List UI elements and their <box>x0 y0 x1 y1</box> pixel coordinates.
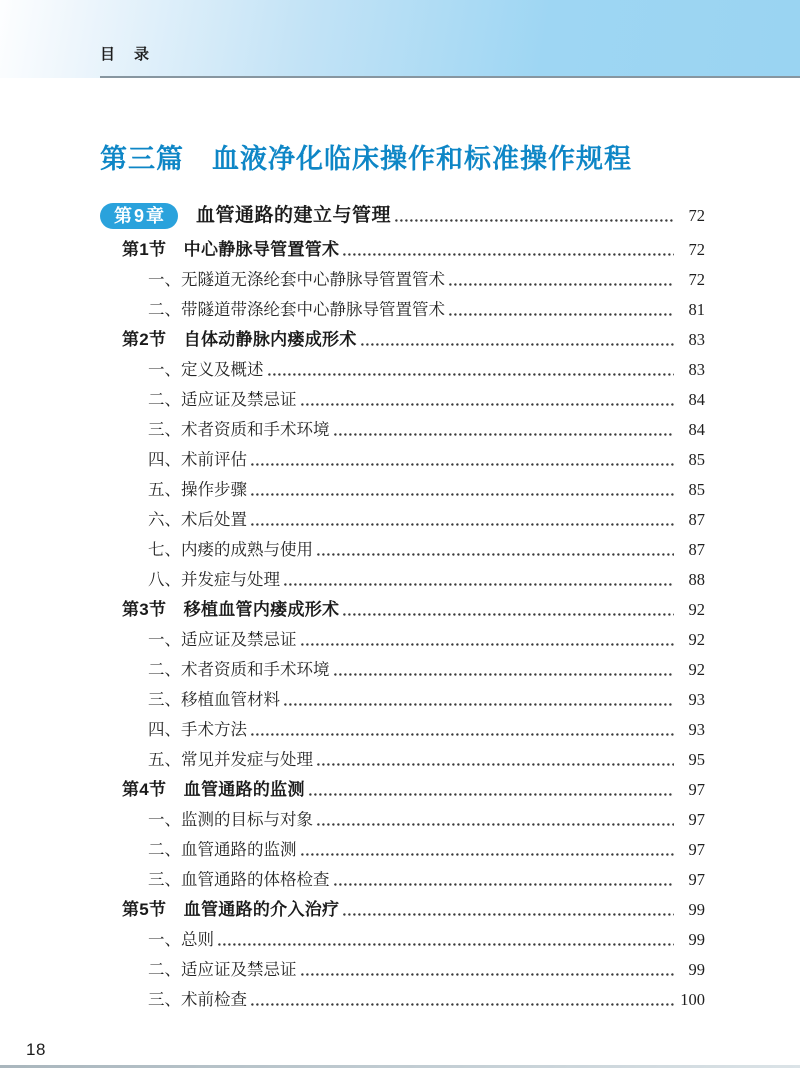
toc-entry <box>100 805 705 835</box>
toc-entry <box>100 955 705 985</box>
toc-entry-label: 三、血管通路的体格检查 <box>148 870 330 889</box>
toc-entry-label: 第2节 自体动静脉内瘘成形术 <box>122 330 357 349</box>
toc-entry-page-number: 81 <box>688 300 705 319</box>
toc-entry-page-number: 97 <box>688 780 705 799</box>
toc-entry-label: 五、操作步骤 <box>148 480 247 499</box>
dot-leader <box>268 373 675 376</box>
dot-leader <box>301 853 675 856</box>
toc-entry <box>100 445 705 475</box>
dot-leader <box>343 253 674 256</box>
toc-entry-label: 一、总则 <box>148 930 214 949</box>
toc-entry <box>100 505 705 535</box>
toc-entry <box>100 865 705 895</box>
toc-entry-page-number: 92 <box>688 600 705 619</box>
dot-leader <box>317 823 674 826</box>
chapter-title: 血管通路的建立与管理 <box>196 205 392 226</box>
toc-entry <box>100 925 705 955</box>
chapter-page-number: 72 <box>688 206 705 225</box>
toc-entry-page-number: 99 <box>688 930 705 949</box>
toc-entry-page-number: 92 <box>688 630 705 649</box>
dot-leader <box>343 913 674 916</box>
dot-leader <box>361 343 674 346</box>
toc-entry-label: 第4节 血管通路的监测 <box>122 780 305 799</box>
toc-entry <box>100 415 705 445</box>
toc-entry-page-number: 97 <box>688 810 705 829</box>
header-rule <box>100 76 800 78</box>
dot-leader <box>334 673 675 676</box>
page-header <box>0 0 800 78</box>
dot-leader <box>251 523 674 526</box>
toc-entry <box>100 265 705 295</box>
toc-entry-label: 二、适应证及禁忌证 <box>148 960 297 979</box>
toc-entry <box>100 775 705 805</box>
toc-page <box>0 142 800 1015</box>
toc-entry-page-number: 93 <box>688 690 705 709</box>
toc-entry <box>100 565 705 595</box>
toc-entry-page-number: 99 <box>688 900 705 919</box>
toc-entry <box>100 385 705 415</box>
toc-entry-label: 五、常见并发症与处理 <box>148 750 313 769</box>
toc-entry-page-number: 84 <box>688 390 705 409</box>
header-title: 目 录 <box>100 46 152 63</box>
toc-entry-page-number: 85 <box>688 450 705 469</box>
dot-leader <box>251 493 674 496</box>
dot-leader <box>317 553 674 556</box>
toc-entry-page-number: 97 <box>688 840 705 859</box>
dot-leader <box>449 313 674 316</box>
toc-entry-page-number: 93 <box>688 720 705 739</box>
dot-leader <box>251 463 674 466</box>
toc-entry <box>100 895 705 925</box>
toc-entry-page-number: 88 <box>688 570 705 589</box>
toc-entry-page-number: 100 <box>680 990 705 1009</box>
toc-entry-label: 三、移植血管材料 <box>148 690 280 709</box>
dot-leader <box>317 763 674 766</box>
dot-leader <box>284 583 674 586</box>
toc-entry-label: 六、术后处置 <box>148 510 247 529</box>
toc-entry <box>100 745 705 775</box>
toc-entry <box>100 715 705 745</box>
toc-entry-label: 七、内瘘的成熟与使用 <box>148 540 313 559</box>
dot-leader <box>334 883 675 886</box>
dot-leader <box>449 283 674 286</box>
toc-entry-page-number: 85 <box>688 480 705 499</box>
toc-entry-page-number: 99 <box>688 960 705 979</box>
toc-entry-label: 第3节 移植血管内瘘成形术 <box>122 600 340 619</box>
toc-entry-label: 三、术者资质和手术环境 <box>148 420 330 439</box>
toc-entry-label: 二、血管通路的监测 <box>148 840 297 859</box>
toc-entry <box>100 685 705 715</box>
toc-entry-page-number: 83 <box>688 360 705 379</box>
toc-entry-label: 二、术者资质和手术环境 <box>148 660 330 679</box>
toc-entry <box>100 355 705 385</box>
toc-entry-label: 一、监测的目标与对象 <box>148 810 313 829</box>
dot-leader <box>301 973 675 976</box>
toc-entry <box>100 475 705 505</box>
toc-entry <box>100 655 705 685</box>
dot-leader <box>334 433 675 436</box>
toc-entry-label: 一、无隧道无涤纶套中心静脉导管置管术 <box>148 270 445 289</box>
toc-entry-page-number: 84 <box>688 420 705 439</box>
toc-entry-label: 一、适应证及禁忌证 <box>148 630 297 649</box>
toc-entry-label: 四、术前评估 <box>148 450 247 469</box>
dot-leader <box>251 1003 674 1006</box>
toc-entry <box>100 595 705 625</box>
dot-leader <box>251 733 674 736</box>
toc-entry <box>100 295 705 325</box>
dot-leader <box>309 793 674 796</box>
toc-entry-label: 四、手术方法 <box>148 720 247 739</box>
dot-leader <box>343 613 674 616</box>
toc-entry <box>100 535 705 565</box>
toc-entry <box>100 835 705 865</box>
toc-entry-label: 一、定义及概述 <box>148 360 264 379</box>
toc-entry-page-number: 92 <box>688 660 705 679</box>
toc-entry-page-number: 83 <box>688 330 705 349</box>
toc-entry-page-number: 87 <box>688 540 705 559</box>
toc-entry-page-number: 72 <box>688 240 705 259</box>
toc-entry-label: 三、术前检查 <box>148 990 247 1009</box>
toc-entry-label: 八、并发症与处理 <box>148 570 280 589</box>
toc-entry-page-number: 87 <box>688 510 705 529</box>
toc-entry-page-number: 95 <box>688 750 705 769</box>
dot-leader <box>284 703 674 706</box>
toc-entry-label: 第1节 中心静脉导管置管术 <box>122 240 340 259</box>
toc-entry <box>100 985 705 1015</box>
toc-entry-label: 二、带隧道带涤纶套中心静脉导管置管术 <box>148 300 445 319</box>
dot-leader <box>218 943 674 946</box>
toc-entry <box>100 235 705 265</box>
dot-leader <box>301 403 675 406</box>
dot-leader <box>395 219 674 222</box>
toc-entry <box>100 325 705 355</box>
toc-entry-page-number: 97 <box>688 870 705 889</box>
folio-page-number: 18 <box>26 1040 46 1059</box>
toc-entry-page-number: 72 <box>688 270 705 289</box>
part-title: 第三篇 血液净化临床操作和标准操作规程 <box>100 144 632 174</box>
toc-entry-label: 二、适应证及禁忌证 <box>148 390 297 409</box>
toc-list <box>100 235 705 1015</box>
chapter-badge: 第9章 <box>100 203 178 229</box>
chapter-entry <box>100 200 705 232</box>
dot-leader <box>301 643 675 646</box>
toc-entry <box>100 625 705 655</box>
toc-entry-label: 第5节 血管通路的介入治疗 <box>122 900 340 919</box>
